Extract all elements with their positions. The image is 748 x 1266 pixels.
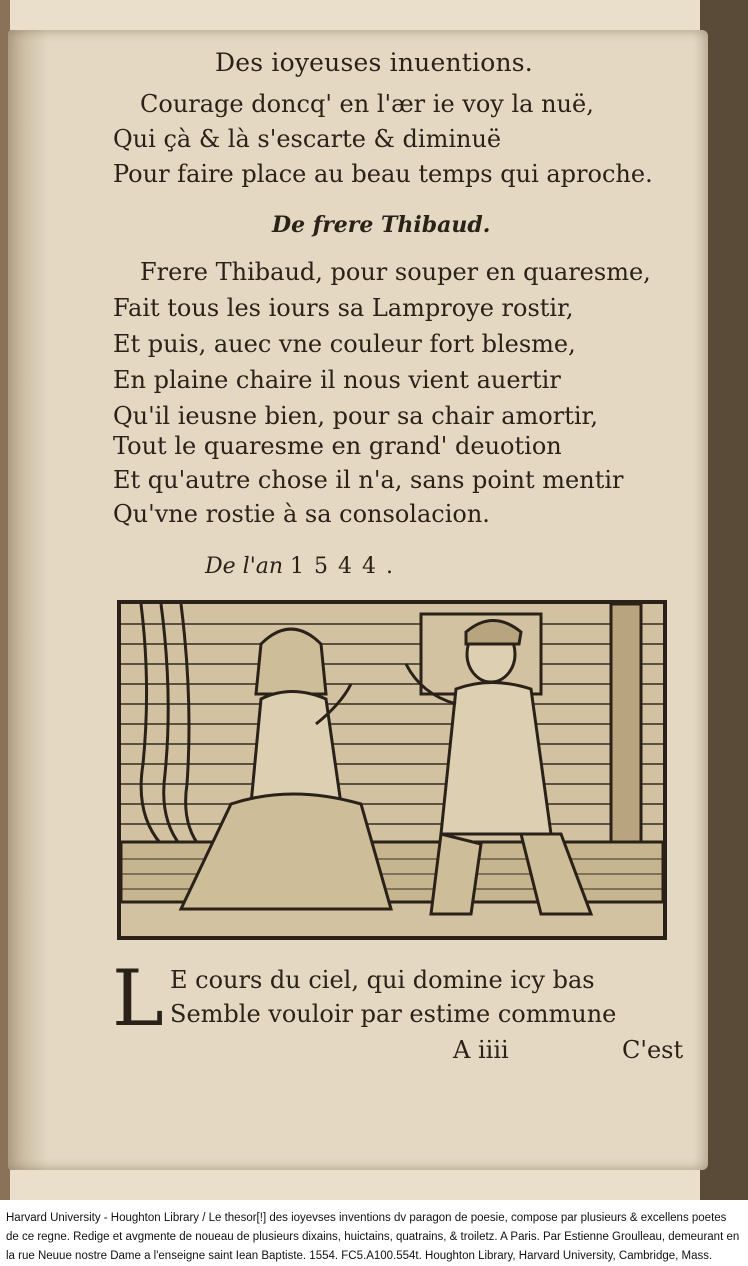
running-head: Des ioyeuses inuentions. bbox=[215, 48, 533, 77]
woodcut-illustration bbox=[117, 600, 667, 940]
verse-line: Pour faire place au beau temps qui aproche. bbox=[113, 160, 653, 188]
verse-line: Tout le quaresme en grand' deuotion bbox=[113, 432, 562, 460]
catchword: C'est bbox=[622, 1036, 684, 1064]
verse-line: En plaine chaire il nous vient auertir bbox=[113, 366, 561, 394]
verse-line: Fait tous les iours sa Lamproye rostir, bbox=[113, 294, 574, 322]
drop-capital: L bbox=[112, 954, 164, 1044]
date-label: De l'an bbox=[205, 554, 284, 579]
verse-line: Qu'vne rostie à sa consolacion. bbox=[113, 500, 490, 528]
date-line bbox=[205, 554, 403, 579]
page-gutter-shadow bbox=[8, 30, 48, 1170]
verse-line: E cours du ciel, qui domine icy bas bbox=[170, 966, 595, 994]
verse-line: Et puis, auec vne couleur fort blesme, bbox=[113, 330, 576, 358]
verse-line: Semble vouloir par estime commune bbox=[170, 1000, 617, 1028]
date-year: 1544. bbox=[290, 554, 404, 579]
verse-line: Qui çà & là s'escarte & diminuë bbox=[113, 125, 502, 153]
verse-line: Qu'il ieusne bien, pour sa chair amortir, bbox=[113, 402, 598, 430]
image-caption: Harvard University - Houghton Library / Le thesor[!] des ioyevses inventions dv paragon de poesie, compose par plusieurs & excellens poetes de ce regne. Redige et avgmente de noueau de plusieurs dixains, huictains, quatrains, & troiletz. A Paris. Par Estienne Groulleau, demeurant en la rue Neuue nostre Dame a l'enseigne saint Iean Baptiste. 1554. FC5.A100.554t. Houghton Library, Harvard University, Cambridge, Mass. bbox=[6, 1212, 740, 1262]
verse-line: Courage doncq' en l'ær ie voy la nuë, bbox=[140, 90, 594, 118]
verse-line: Et qu'autre chose il n'a, sans point mentir bbox=[113, 466, 624, 494]
signature-mark: A iiii bbox=[453, 1036, 509, 1064]
woodcut-drawing bbox=[121, 604, 663, 936]
verse-line: Frere Thibaud, pour souper en quaresme, bbox=[140, 258, 651, 286]
poem-title: De frere Thibaud. bbox=[272, 212, 491, 238]
